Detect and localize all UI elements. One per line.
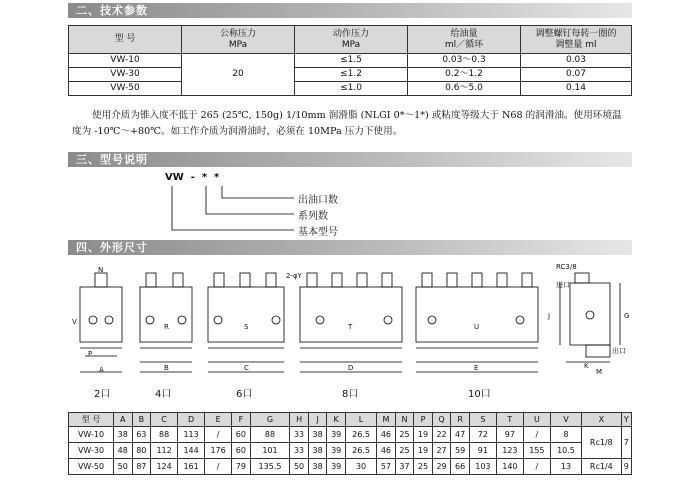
dim-header-3: C xyxy=(151,413,178,427)
dim-header-row xyxy=(69,413,632,427)
dim-j: J xyxy=(548,312,551,320)
dim-cell: 88 xyxy=(250,427,290,443)
dim-header-12: M xyxy=(377,413,396,427)
dim-header-9: J xyxy=(308,413,327,427)
dim-outlet: 出口 xyxy=(612,347,626,355)
dim-cell: 135.5 xyxy=(250,459,290,475)
dim-cell: 123 xyxy=(496,443,523,459)
dim-header-8: H xyxy=(290,413,309,427)
label-outlet-count: 出油口数 xyxy=(298,195,338,206)
header-action-pressure: 动作压力 MPa xyxy=(295,26,408,54)
caption-2-outlet: 2口 xyxy=(94,389,111,400)
dim-cell: 19 xyxy=(414,443,433,459)
dim-cell: 33 xyxy=(290,427,309,443)
dim-cell: 29 xyxy=(432,459,451,475)
dim-header-6: F xyxy=(232,413,251,427)
dim-u: U xyxy=(474,323,480,331)
label-series: 系列数 xyxy=(298,211,328,222)
dim-cell: 97 xyxy=(496,427,523,443)
dim-header-11: L xyxy=(345,413,376,427)
drawing-2-outlet xyxy=(80,273,122,372)
dim-header-21: X xyxy=(582,413,622,427)
dim-cell: 63 xyxy=(132,427,151,443)
dim-header-22: Y xyxy=(621,413,631,427)
dim-cell: / xyxy=(523,459,550,475)
caption-6-outlet: 6口 xyxy=(236,389,253,400)
dim-b: B xyxy=(164,364,169,372)
dim-header-16: R xyxy=(451,413,470,427)
dim-cell: 113 xyxy=(178,427,205,443)
dim-cell: 10.5 xyxy=(550,443,581,459)
cell-nominal: 20 xyxy=(182,54,295,96)
cell-adjust: 0.03 xyxy=(521,54,632,68)
dim-header-5: E xyxy=(205,413,232,427)
dim-cell: 91 xyxy=(469,443,496,459)
model-code-leaders xyxy=(172,186,294,230)
cell-action: ≤1.5 xyxy=(295,54,408,68)
dim-p-2: P xyxy=(88,350,93,358)
table-row xyxy=(69,427,632,443)
dim-header-2: B xyxy=(132,413,151,427)
dim-cell: 48 xyxy=(114,443,133,459)
label-base-model: 基本型号 xyxy=(298,227,338,238)
dim-d: D xyxy=(348,364,354,372)
dim-cell: 46 xyxy=(377,427,396,443)
section-title-model: 三、型号说明 xyxy=(76,153,148,166)
dim-cell: / xyxy=(523,427,550,443)
dim-header-13: N xyxy=(395,413,414,427)
dim-cell: 80 xyxy=(132,443,151,459)
table-row xyxy=(69,443,632,459)
dim-header-17: S xyxy=(469,413,496,427)
dim-cell: 39 xyxy=(327,443,346,459)
dim-cell: 124 xyxy=(151,459,178,475)
dim-cell: 9 xyxy=(621,459,631,475)
dim-cell: VW-10 xyxy=(69,427,114,443)
dim-cell: 22 xyxy=(432,427,451,443)
section-title-tech: 二、技术参数 xyxy=(76,4,148,17)
dim-v-2: V xyxy=(72,318,77,326)
dim-cell: 33 xyxy=(290,443,309,459)
dim-cell: Rc1/8 xyxy=(582,427,622,459)
dim-hole: 2-φY xyxy=(286,272,302,280)
dim-s: S xyxy=(244,323,249,331)
dim-cell: 103 xyxy=(469,459,496,475)
dim-header-14: P xyxy=(414,413,433,427)
dim-cell: 66 xyxy=(451,459,470,475)
dim-cell: 25 xyxy=(414,459,433,475)
dim-cell: 50 xyxy=(114,459,133,475)
dim-cell: Rc1/4 xyxy=(582,459,622,475)
dim-cell: 46 xyxy=(377,443,396,459)
dim-cell: 59 xyxy=(451,443,470,459)
dim-cell: 47 xyxy=(451,427,470,443)
dim-header-10: K xyxy=(327,413,346,427)
dim-e: E xyxy=(474,364,479,372)
dim-cell: 26.5 xyxy=(345,427,376,443)
dim-r: R xyxy=(164,323,169,331)
dim-inlet: 进口 xyxy=(556,281,570,289)
dim-header-7: G xyxy=(250,413,290,427)
dim-header-20: V xyxy=(550,413,581,427)
dim-header-19: U xyxy=(523,413,550,427)
cell-oil: 0.2～1.2 xyxy=(408,68,521,82)
cell-model: VW-30 xyxy=(69,68,182,82)
dim-c: C xyxy=(244,364,249,372)
dim-cell: 7 xyxy=(621,427,631,459)
dim-cell: 13 xyxy=(550,459,581,475)
dim-cell: 72 xyxy=(469,427,496,443)
dim-m: M xyxy=(596,368,603,376)
model-code: VW - * * xyxy=(165,172,220,183)
dim-cell: 87 xyxy=(132,459,151,475)
cell-oil: 0.03～0.3 xyxy=(408,54,521,68)
dim-cell: 176 xyxy=(205,443,232,459)
dim-cell: 39 xyxy=(327,459,346,475)
dim-cell: 30 xyxy=(345,459,376,475)
dim-a: A xyxy=(99,366,104,374)
dim-cell: 144 xyxy=(178,443,205,459)
section-title-shape: 四、外形尺寸 xyxy=(76,241,148,254)
usage-line-1: 使用介质为锥入度不低于 265 (25℃, 150g) 1/10mm 润滑脂 (NLGI 0*～1*) 或粘度等级大于 N68 的润滑油。使用环境温 xyxy=(92,110,622,121)
dim-cell: 26.5 xyxy=(345,443,376,459)
caption-8-outlet: 8口 xyxy=(342,389,359,400)
dim-cell: 88 xyxy=(151,427,178,443)
dim-cell: 38 xyxy=(114,427,133,443)
dim-k: K xyxy=(584,362,589,370)
dim-cell: 155 xyxy=(523,443,550,459)
caption-10-outlet: 10口 xyxy=(468,389,491,400)
dim-cell: 140 xyxy=(496,459,523,475)
dim-cell: 25 xyxy=(395,443,414,459)
dim-cell: 161 xyxy=(178,459,205,475)
dim-cell: 60 xyxy=(232,443,251,459)
usage-line-2: 度为 -10℃～+80℃。如工作介质为润滑油时，必须在 10MPa 压力下使用。 xyxy=(72,126,403,137)
dim-cell: 60 xyxy=(232,427,251,443)
cell-adjust: 0.14 xyxy=(521,82,632,96)
dim-cell: 38 xyxy=(308,459,327,475)
dim-cell: 112 xyxy=(151,443,178,459)
dim-header-4: D xyxy=(178,413,205,427)
dim-rc: RC3/8 xyxy=(556,263,577,271)
cell-action: ≤1.2 xyxy=(295,68,408,82)
dim-cell: 57 xyxy=(377,459,396,475)
dim-header-15: Q xyxy=(432,413,451,427)
cell-model: VW-50 xyxy=(69,82,182,96)
dim-cell: 27 xyxy=(432,443,451,459)
dim-cell: 38 xyxy=(308,427,327,443)
cell-model: VW-10 xyxy=(69,54,182,68)
dim-cell: 37 xyxy=(395,459,414,475)
dim-cell: 8 xyxy=(550,427,581,443)
cell-action: ≤1.0 xyxy=(295,82,408,96)
dim-table xyxy=(68,412,632,475)
caption-4-outlet: 4口 xyxy=(155,389,172,400)
cell-adjust: 0.07 xyxy=(521,68,632,82)
dim-cell: 39 xyxy=(327,427,346,443)
header-model: 型 号 xyxy=(69,26,182,54)
dim-cell: 38 xyxy=(308,443,327,459)
cell-oil: 0.6～5.0 xyxy=(408,82,521,96)
dim-header-1: A xyxy=(114,413,133,427)
dim-cell: 25 xyxy=(395,427,414,443)
header-oil-amount: 给油量 ml／循环 xyxy=(408,26,521,54)
dim-cell: VW-30 xyxy=(69,443,114,459)
dim-cell: 79 xyxy=(232,459,251,475)
dim-n-2: N xyxy=(98,266,104,274)
dim-cell: / xyxy=(205,427,232,443)
dim-cell: / xyxy=(205,459,232,475)
header-adjust: 调整螺钉每转一圈的 调整量 ml xyxy=(521,26,632,54)
dim-cell: 101 xyxy=(250,443,290,459)
dim-header-0: 型 号 xyxy=(69,413,114,427)
dim-cell: 19 xyxy=(414,427,433,443)
dim-cell: 50 xyxy=(290,459,309,475)
dim-cell: VW-50 xyxy=(69,459,114,475)
dim-t: T xyxy=(348,323,353,331)
dim-g: G xyxy=(624,312,630,320)
dim-header-18: T xyxy=(496,413,523,427)
header-nominal-pressure: 公称压力 MPa xyxy=(182,26,295,54)
table-row xyxy=(69,459,632,475)
